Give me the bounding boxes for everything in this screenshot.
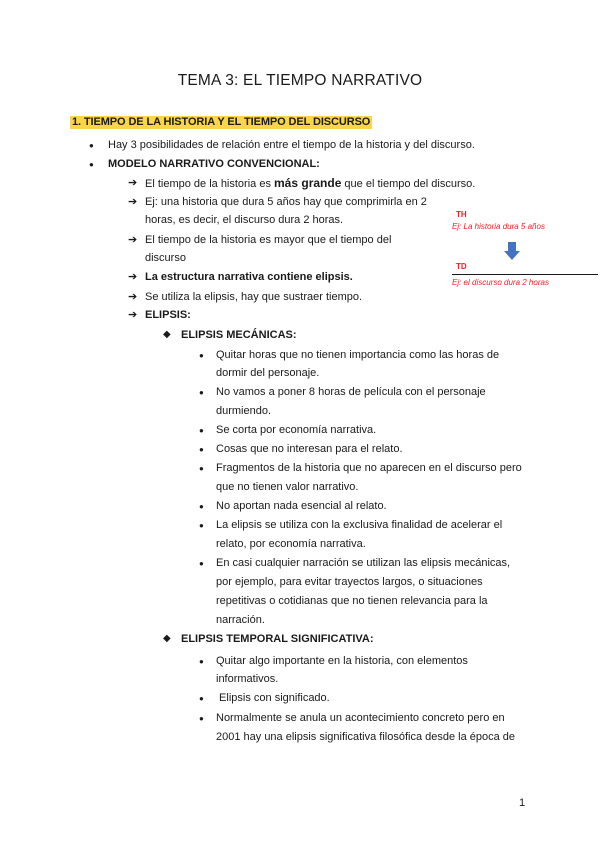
bullet-marker: ● (199, 521, 204, 530)
text-segment: El tiempo de la historia es (145, 178, 275, 190)
bullet-text: por ejemplo, para evitar trayectos largos, o situaciones (216, 576, 483, 588)
bullet-marker: ● (199, 502, 204, 511)
bullet-text: relato, por economía narrativa. (216, 538, 366, 550)
bullet-text: Cosas que no interesan para el relato. (216, 443, 403, 455)
bullet-text: MODELO NARRATIVO CONVENCIONAL: (108, 158, 320, 170)
bullet-text: Hay 3 posibilidades de relación entre el tiempo de la historia y del discurso. (108, 139, 475, 151)
note-divider (452, 274, 598, 275)
bullet-text: En casi cualquier narración se utilizan las elipsis mecánicas, (216, 557, 511, 569)
arrow-text: El tiempo de la historia es mayor que el tiempo del (145, 234, 392, 246)
page-title: TEMA 3: EL TIEMPO NARRATIVO (177, 72, 423, 89)
diamond-marker: ◆ (163, 329, 171, 340)
bullet-text: repetitivas o cotidianas que no tienen relevancia para la (216, 595, 488, 607)
bullet-marker: ● (199, 351, 204, 360)
text-segment-bold: más grande (274, 176, 342, 190)
bullet-text: Quitar horas que no tienen importancia como las horas de (216, 349, 500, 361)
arrow-text: horas, es decir, el discurso dura 2 horas. (145, 214, 344, 226)
bullet-text: Se corta por economía narrativa. (216, 424, 377, 436)
section-heading: 1. TIEMPO DE LA HISTORIA Y EL TIEMPO DEL DISCURSO (72, 116, 371, 128)
down-arrow-icon (504, 242, 520, 260)
arrow-marker: ➔ (128, 177, 138, 189)
bullet-marker: ● (199, 694, 204, 703)
bullet-marker: ● (89, 160, 94, 169)
page-number: 1 (519, 797, 526, 809)
bullet-text: durmiendo. (216, 405, 272, 417)
bullet-text: narración. (216, 614, 265, 626)
note-td-text: Ej: el discurso dura 2 horas (452, 278, 549, 287)
arrow-text: La estructura narrativa contiene elipsis. (145, 271, 353, 283)
arrow-text: Se utiliza la elipsis, hay que sustraer tiempo. (145, 291, 363, 303)
diamond-marker: ◆ (163, 633, 171, 644)
bullet-marker: ● (199, 657, 204, 666)
arrow-marker: ➔ (128, 291, 138, 303)
bullet-text: Fragmentos de la historia que no aparecen en el discurso pero (216, 462, 522, 474)
subheading: ELIPSIS MECÁNICAS: (181, 329, 297, 341)
bullet-marker: ● (89, 141, 94, 150)
note-td-label: TD (456, 262, 467, 271)
arrow-marker: ➔ (128, 309, 138, 321)
bullet-text: Quitar algo importante en la historia, con elementos (216, 655, 468, 667)
text-segment: que el tiempo del discurso. (341, 178, 476, 190)
bullet-marker: ● (199, 388, 204, 397)
bullet-text: Elipsis con significado. (216, 692, 330, 704)
bullet-marker: ● (199, 426, 204, 435)
subheading: ELIPSIS TEMPORAL SIGNIFICATIVA: (181, 633, 374, 645)
bullet-marker: ● (199, 464, 204, 473)
note-th-label: TH (456, 210, 467, 219)
note-th-text: Ej: La historia dura 5 años (452, 222, 545, 231)
arrow-marker: ➔ (128, 196, 138, 208)
bullet-text: que no tienen valor narrativo. (216, 481, 359, 493)
bullet-text: No vamos a poner 8 horas de película con el personaje (216, 386, 486, 398)
arrow-text: discurso (145, 252, 186, 264)
bullet-text: 2001 hay una elipsis significativa filosófica desde la época de (216, 731, 516, 743)
bullet-marker: ● (199, 445, 204, 454)
bullet-text: Normalmente se anula un acontecimiento concreto pero en (216, 712, 505, 724)
bullet-text: dormir del personaje. (216, 367, 320, 379)
bullet-text: La elipsis se utiliza con la exclusiva finalidad de acelerar el (216, 519, 503, 531)
arrow-marker: ➔ (128, 234, 138, 246)
bullet-text: No aportan nada esencial al relato. (216, 500, 387, 512)
arrow-marker: ➔ (128, 271, 138, 283)
bullet-marker: ● (199, 714, 204, 723)
arrow-text: ELIPSIS: (145, 309, 191, 321)
arrow-text: Ej: una historia que dura 5 años hay que comprimirla en 2 (145, 196, 427, 208)
bullet-text: informativos. (216, 673, 279, 685)
arrow-text (145, 176, 475, 191)
bullet-marker: ● (199, 559, 204, 568)
